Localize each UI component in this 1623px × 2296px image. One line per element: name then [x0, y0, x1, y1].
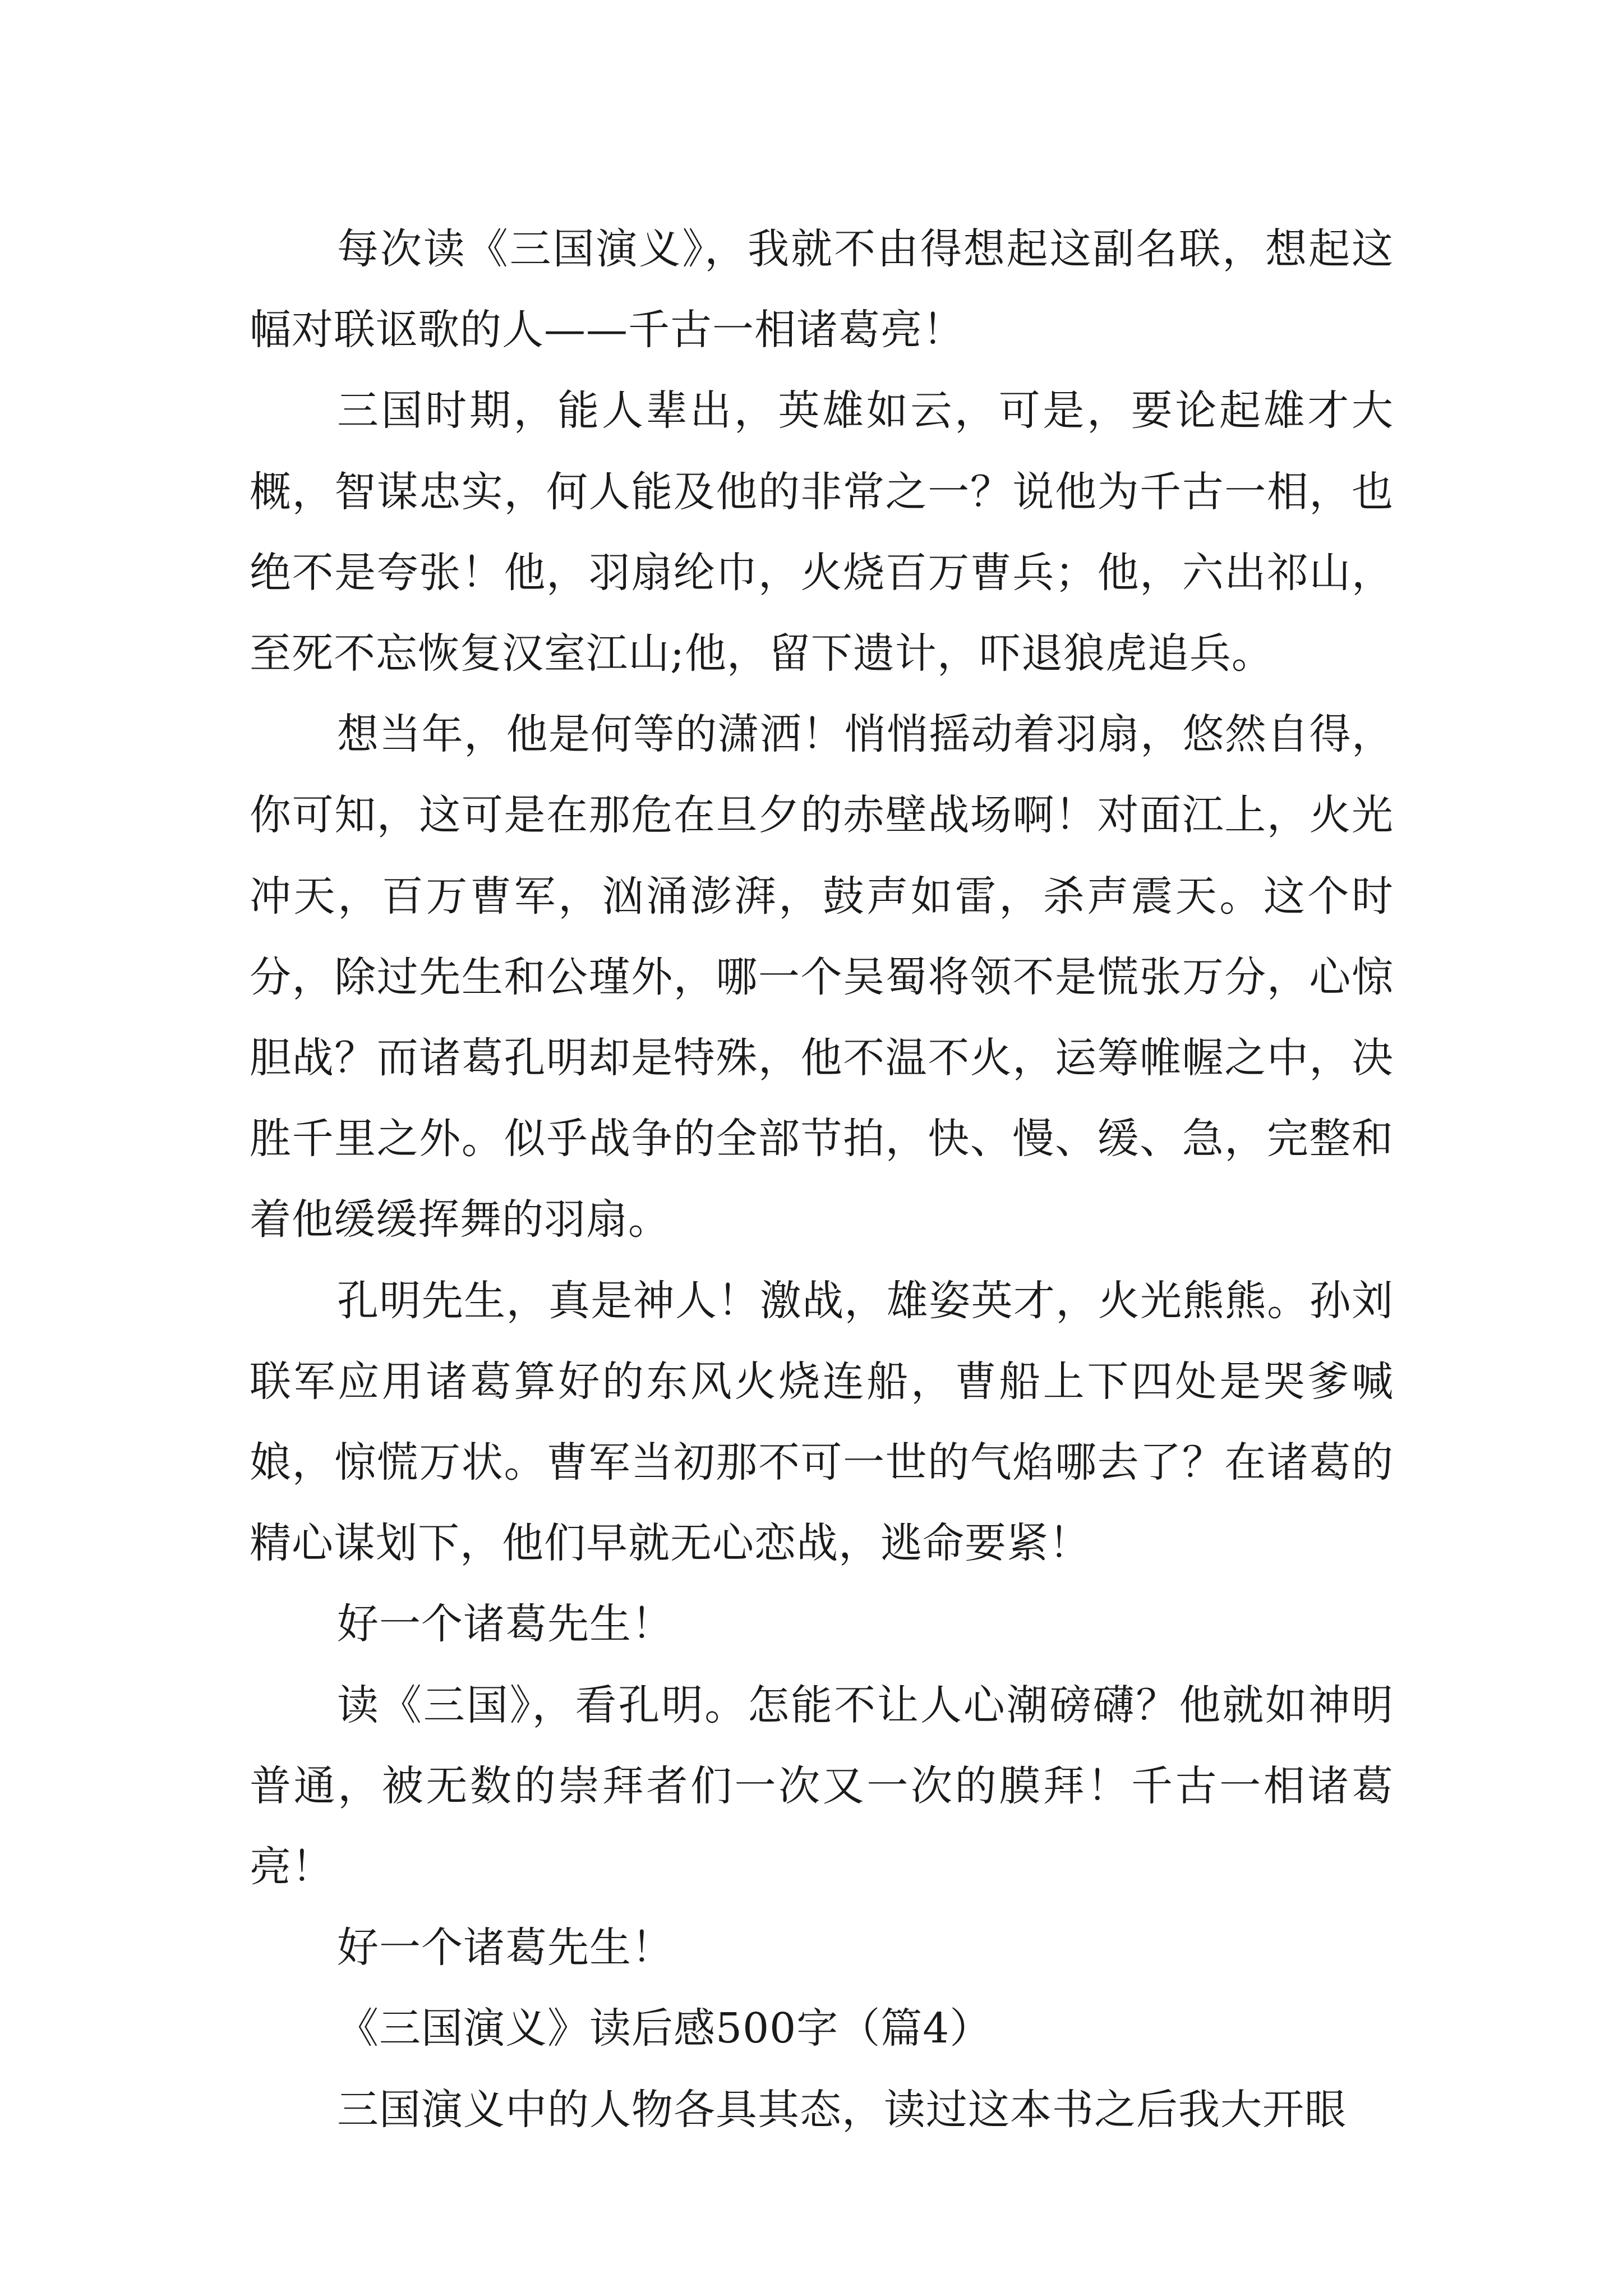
section-heading: 《三国演义》读后感500字（篇4）	[337, 2004, 992, 2053]
paragraph-3: 想当年，他是何等的潇洒！悄悄摇动着羽扇，悠然自得，你可知，这可是在那危在旦夕的赤壁战场啊！对面江上，火光冲天，百万曹军，汹涌澎湃，鼓声如雷，杀声震天。这个时分，除过先生和公瑾外，哪一个吴蜀将领不是慌张万分，心惊胆战？而诸葛孔明却是特殊，他不温不火，运筹帷幄之中，决胜千里之外。似乎战争的全部节拍，快、慢、缓、急，完整和着他缓缓挥舞的羽扇。	[250, 710, 1394, 1244]
body-text	[250, 209, 1394, 2150]
paragraph-2: 三国时期，能人辈出，英雄如云，可是，要论起雄才大概，智谋忠实，何人能及他的非常之一？说他为千古一相，也绝不是夸张！他，羽扇纶巾，火烧百万曹兵；他，六出祁山，至死不忘恢复汉室江山;他，留下遗计，吓退狼虎追兵。	[250, 386, 1394, 678]
paragraph-7: 好一个诸葛先生！	[337, 1924, 674, 1972]
paragraph-4: 孔明先生，真是神人！激战，雄姿英才，火光熊熊。孙刘联军应用诸葛算好的东风火烧连船，曹船上下四处是哭爹喊娘，惊慌万状。曹军当初那不可一世的气焰哪去了？在诸葛的精心谋划下，他们早就无心恋战，逃命要紧！	[250, 1276, 1394, 1568]
paragraph-6: 读《三国》，看孔明。怎能不让人心潮磅礴？他就如神明普通，被无数的崇拜者们一次又一次的膜拜！千古一相诸葛亮！	[250, 1681, 1394, 1892]
paragraph-9: 三国演义中的人物各具其态，读过这本书之后我大开眼	[337, 2085, 1347, 2134]
paragraph-1: 每次读《三国演义》，我就不由得想起这副名联，想起这幅对联讴歌的人——千古一相诸葛亮！	[250, 225, 1394, 355]
paragraph-5: 好一个诸葛先生！	[337, 1600, 674, 1649]
